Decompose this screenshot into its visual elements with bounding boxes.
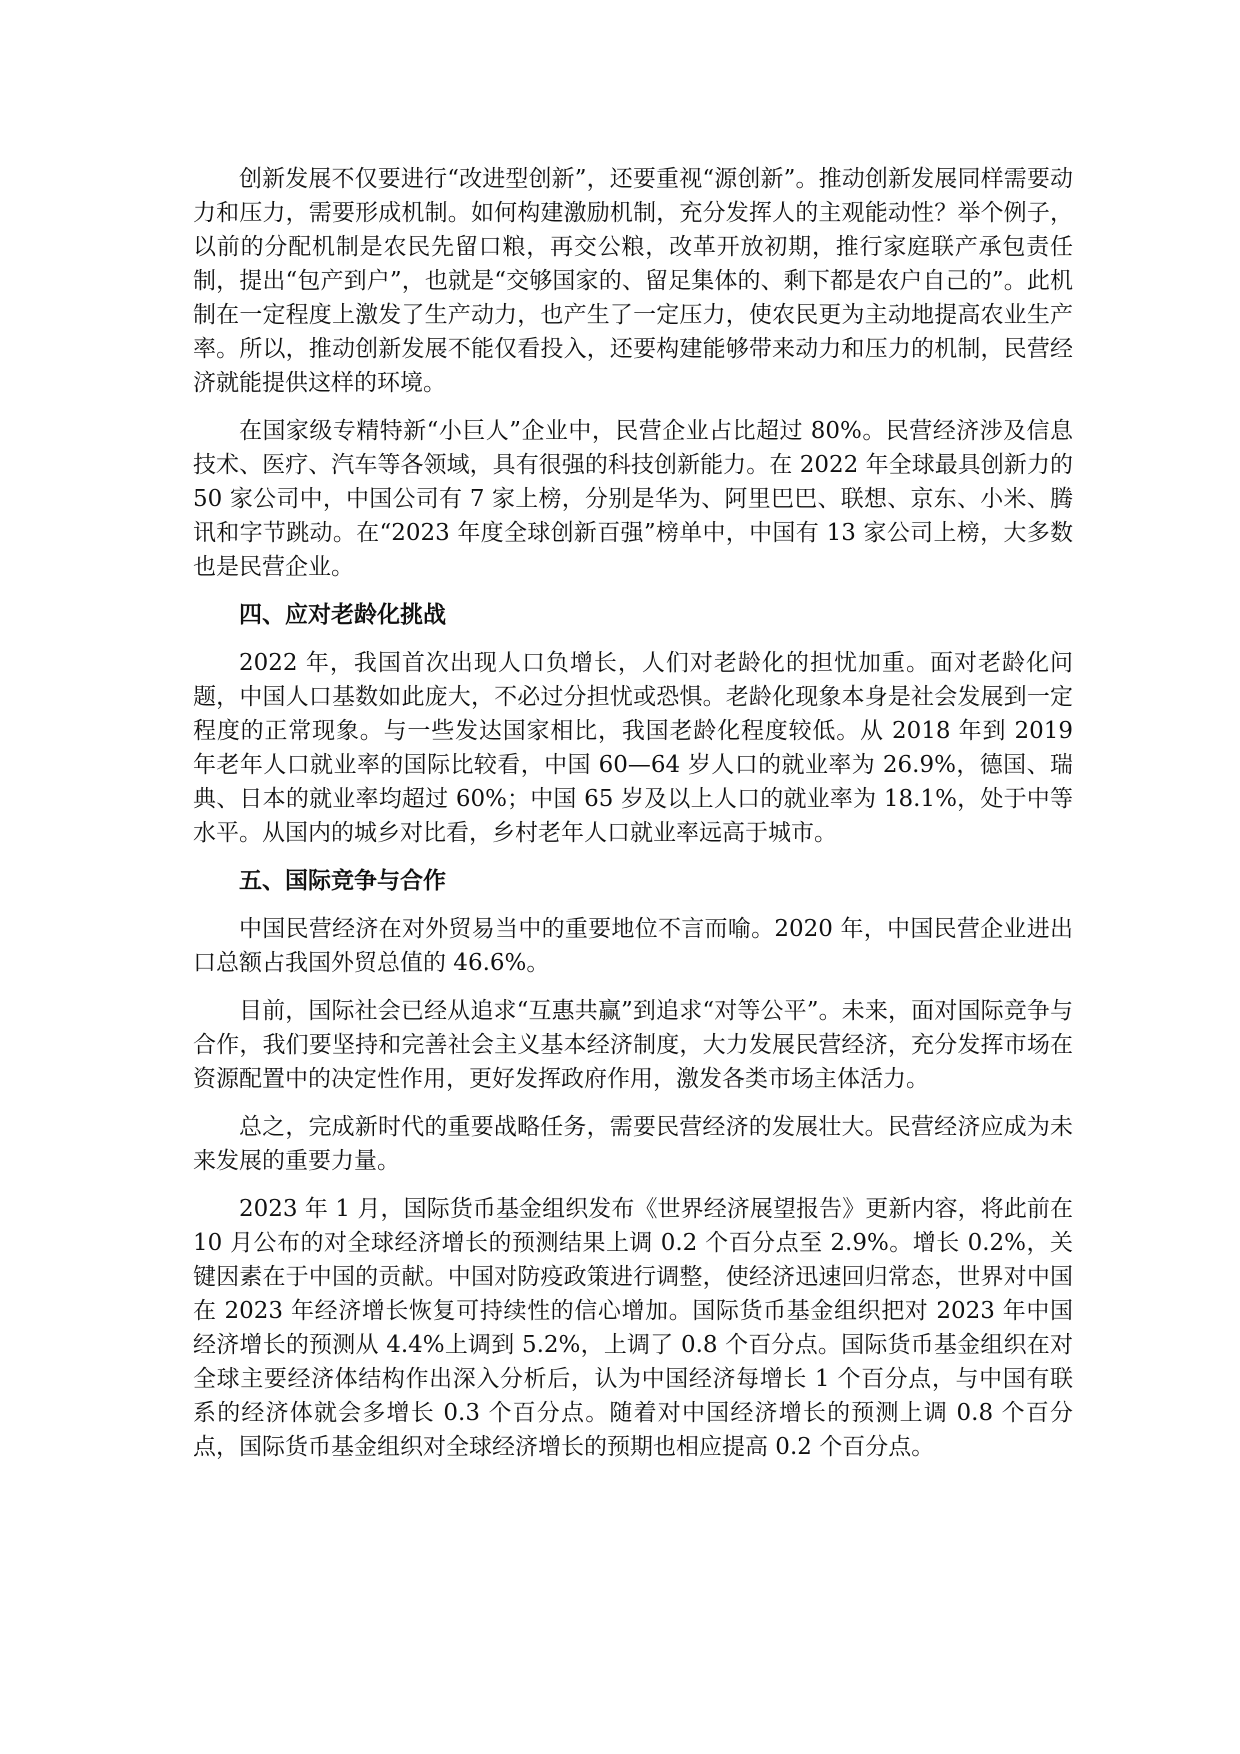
paragraph-imf-forecast: 2023 年 1 月，国际货币基金组织发布《世界经济展望报告》更新内容，将此前在 10 月公布的对全球经济增长的预测结果上调 0.2 个百分点至 2.9%。增长 0.2%，关键因素在于中国的贡献。中国对防疫政策进行调整，使经济迅速回归常态，世界对中国在 2023 年经济增长恢复可持续性的信心增加。国际货币基金组织把对 2023 年中国经济增长的预测从 4.4%上调到 5.2%，上调了 0.8 个百分点。国际货币基金组织在对全球主要经济体结构作出深入分析后，认为中国经济每增长 1 个百分点，与中国有联系的经济体就会多增长 0.3 个百分点。随着对中国经济增长的预测上调 0.8 个百分点，国际货币基金组织对全球经济增长的预期也相应提高 0.2 个百分点。 <box>193 1196 1073 1460</box>
paragraph-summary: 总之，完成新时代的重要战略任务，需要民营经济的发展壮大。民营经济应成为未来发展的重要力量。 <box>193 1114 1073 1174</box>
paragraph-innovation-mechanism: 创新发展不仅要进行“改进型创新”，还要重视“源创新”。推动创新发展同样需要动力和压力，需要形成机制。如何构建激励机制，充分发挥人的主观能动性？举个例子，以前的分配机制是农民先留口粮，再交公粮，改革开放初期，推行家庭联产承包责任制，提出“包产到户”，也就是“交够国家的、留足集体的、剩下都是农户自己的”。此机制在一定程度上激发了生产动力，也产生了一定压力，使农民更为主动地提高农业生产率。所以，推动创新发展不能仅看投入，还要构建能够带来动力和压力的机制，民营经济就能提供这样的环境。 <box>193 166 1073 396</box>
document-page <box>193 162 1073 1478</box>
paragraph-international-cooperation: 目前，国际社会已经从追求“互惠共赢”到追求“对等公平”。未来，面对国际竞争与合作，我们要坚持和完善社会主义基本经济制度，大力发展民营经济，充分发挥市场在资源配置中的决定性作用，更好发挥政府作用，激发各类市场主体活力。 <box>193 998 1073 1092</box>
section-heading-aging: 四、应对老龄化挑战 <box>239 602 446 628</box>
paragraph-foreign-trade: 中国民营经济在对外贸易当中的重要地位不言而喻。2020 年，中国民营企业进出口总额占我国外贸总值的 46.6%。 <box>193 916 1073 976</box>
paragraph-aging: 2022 年，我国首次出现人口负增长，人们对老龄化的担忧加重。面对老龄化问题，中国人口基数如此庞大，不必过分担忧或恐惧。老龄化现象本身是社会发展到一定程度的正常现象。与一些发达国家相比，我国老龄化程度较低。从 2018 年到 2019 年老年人口就业率的国际比较看，中国 60—64 岁人口的就业率为 26.9%，德国、瑞典、日本的就业率均超过 60%；中国 65 岁及以上人口的就业率为 18.1%，处于中等水平。从国内的城乡对比看，乡村老年人口就业率远高于城市。 <box>193 650 1073 846</box>
section-heading-international: 五、国际竞争与合作 <box>239 868 446 894</box>
paragraph-little-giants: 在国家级专精特新“小巨人”企业中，民营企业占比超过 80%。民营经济涉及信息技术、医疗、汽车等各领域，具有很强的科技创新能力。在 2022 年全球最具创新力的 50 家公司中，中国公司有 7 家上榜，分别是华为、阿里巴巴、联想、京东、小米、腾讯和字节跳动。在“2023 年度全球创新百强”榜单中，中国有 13 家公司上榜，大多数也是民营企业。 <box>193 418 1073 580</box>
